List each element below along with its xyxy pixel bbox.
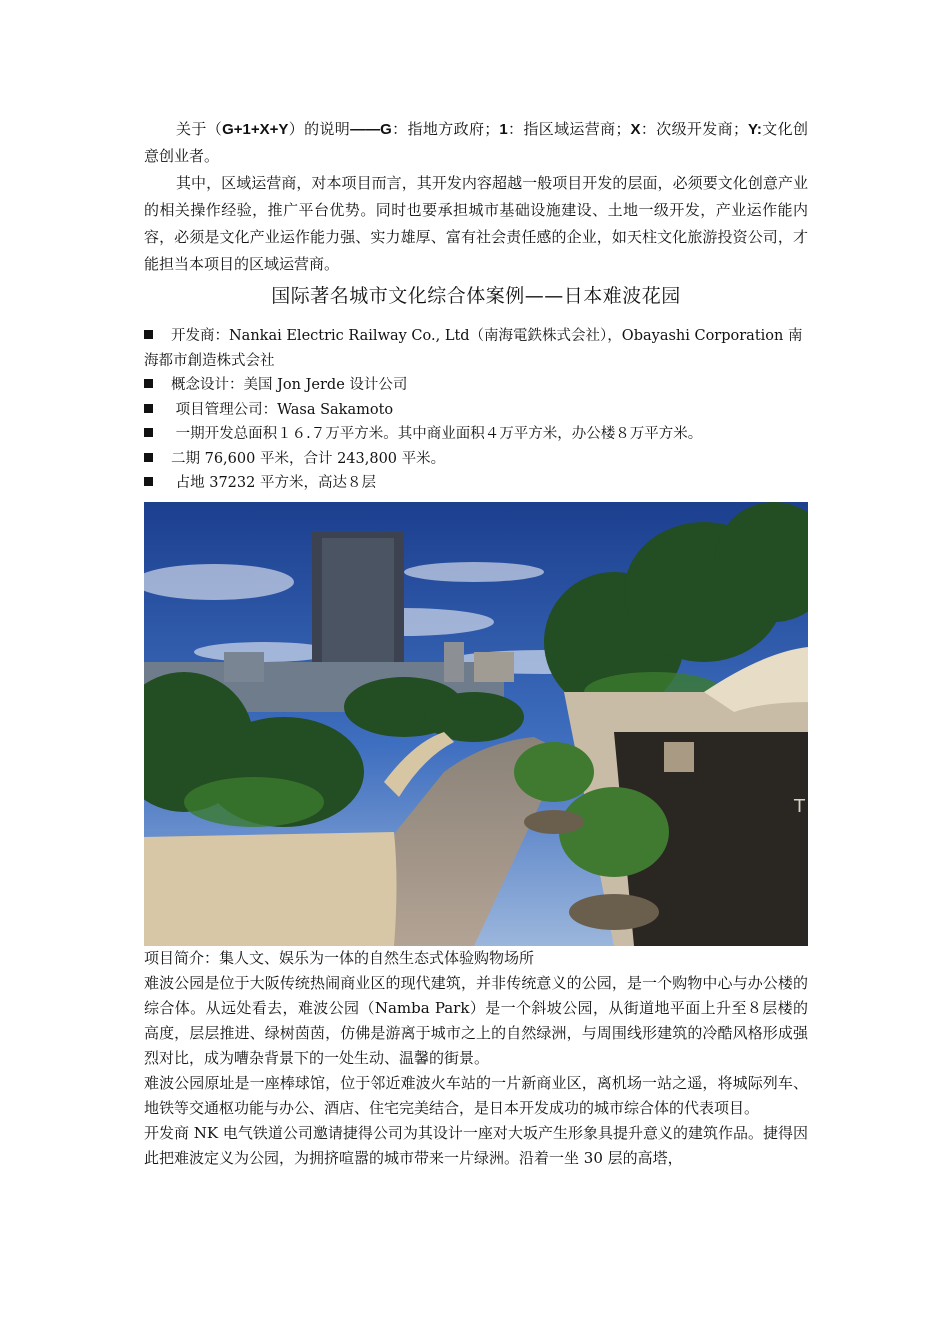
intro-text: ）的说明 bbox=[288, 120, 351, 138]
list-item bbox=[144, 398, 808, 423]
intro-text: 文化创意创业者。 bbox=[144, 120, 808, 165]
term-g: ——G bbox=[350, 121, 392, 138]
intro-text: ：指地方政府； bbox=[391, 120, 500, 138]
intro-paragraph-2: 其中，区域运营商，对本项目而言，其开发内容超越一般项目开发的层面，必须要文化创意产业的相关操作经验，推广平台优势。同时也要承担城市基础设施建设、土地一级开发，产业运作能内容，必须是文化产业运作能力强、实力雄厚、富有社会责任感的企业，如天柱文化旅游投资公司，才能担当本项目的区域运营商。 bbox=[144, 174, 808, 273]
list-item-text: 概念设计：美国 Jon Jerde 设计公司 bbox=[171, 377, 408, 393]
namba-parks-photo bbox=[144, 502, 808, 946]
intro-text: ：指区域运营商； bbox=[507, 120, 631, 138]
term-x: X bbox=[630, 121, 641, 138]
list-item bbox=[144, 373, 808, 398]
bullet-square-icon bbox=[144, 428, 153, 437]
description-paragraph: 难波公园是位于大阪传统热闹商业区的现代建筑，并非传统意义的公园，是一个购物中心与办公楼的综合体。从远处看去，难波公园（Namba Park）是一个斜坡公园，从街道地平面上升至８层楼的高度，层层推进、绿树茵茵，仿佛是游离于城市之上的自然绿洲，与周围线形建筑的冷酷风格形成强烈对比，成为嘈杂背景下的一处生动、温馨的街景。 bbox=[144, 973, 808, 1067]
section-heading: 国际著名城市文化综合体案例——日本难波花园 bbox=[271, 285, 681, 307]
list-item-text: 项目管理公司：Wasa Sakamoto bbox=[171, 401, 394, 418]
project-facts-list bbox=[144, 324, 808, 496]
curved-wall bbox=[144, 832, 397, 946]
list-item-text: 二期 76,600 平米，合计 243,800 平米。 bbox=[171, 450, 446, 467]
list-item bbox=[144, 447, 808, 472]
bullet-square-icon bbox=[144, 379, 153, 388]
formula: G+1+X+Y bbox=[222, 121, 289, 138]
photo-sign: T bbox=[794, 795, 805, 817]
bullet-square-icon bbox=[144, 477, 153, 486]
term-y: Y: bbox=[748, 121, 762, 138]
list-item-text: 一期开发总面积１６.７万平方米。其中商业面积４万平方米，办公楼８万平方米。 bbox=[171, 426, 703, 442]
list-item-text: 占地 37232 平方米，高达８层 bbox=[171, 475, 376, 491]
term-1: 1 bbox=[499, 121, 508, 138]
description-paragraph: 开发商 NK 电气铁道公司邀请捷得公司为其设计一座对大坂产生形象具提升意义的建筑作品。捷得因此把难波定义为公园，为拥挤喧嚣的城市带来一片绿洲。沿着一坐 30 层的高塔， bbox=[144, 1123, 808, 1167]
description-paragraph: 项目简介：集人文、娱乐为一体的自然生态式体验购物场所 bbox=[144, 948, 535, 967]
list-item bbox=[144, 471, 808, 496]
list-item-text: 开发商：Nankai Electric Railway Co., Ltd（南海電鉄株式会社），Obayashi Corporation 南海都市創造株式会社 bbox=[144, 328, 803, 369]
bullet-square-icon bbox=[144, 453, 153, 462]
list-item bbox=[144, 422, 808, 447]
intro-paragraph-1 bbox=[144, 116, 808, 170]
bullet-square-icon bbox=[144, 330, 153, 339]
bullet-square-icon bbox=[144, 404, 153, 413]
list-item bbox=[144, 324, 808, 373]
intro-text: 关于（ bbox=[176, 120, 223, 138]
intro-text: ：次级开发商； bbox=[640, 120, 748, 138]
document-page bbox=[144, 116, 808, 1171]
project-description bbox=[144, 946, 808, 1171]
description-paragraph: 难波公园原址是一座棒球馆，位于邻近难波火车站的一片新商业区，离机场一站之遥，将城际列车、地铁等交通枢功能与办公、酒店、住宅完美结合，是日本开发成功的城市综合体的代表项目。 bbox=[144, 1073, 808, 1117]
